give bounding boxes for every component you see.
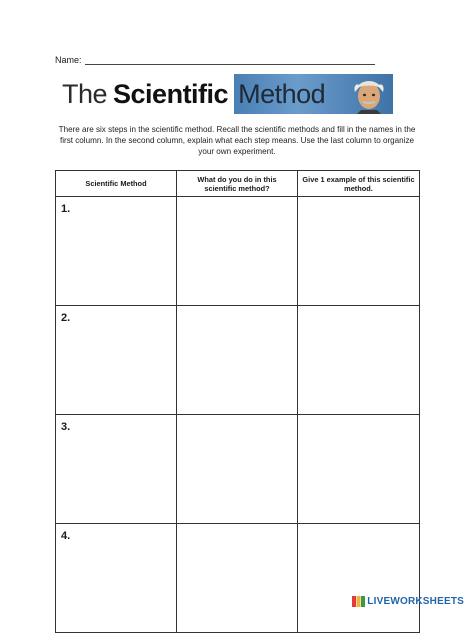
liveworksheets-logo-icon bbox=[352, 596, 365, 607]
instructions-text: There are six steps in the scientific method. Recall the scientific methods and fill in the names in the first column. In the second column, explain what each step means. Use the last column to organize your own experiment. bbox=[58, 125, 416, 156]
description-cell-3[interactable] bbox=[177, 415, 298, 524]
worksheet-table bbox=[55, 170, 420, 633]
table-row bbox=[56, 415, 420, 524]
name-row bbox=[55, 55, 375, 65]
step-number: 2. bbox=[61, 312, 71, 324]
example-cell-3[interactable] bbox=[298, 415, 420, 524]
name-field[interactable] bbox=[85, 55, 375, 65]
title-word-method: Method bbox=[238, 78, 326, 109]
table-header-row bbox=[56, 171, 420, 197]
column-header-example: Give 1 example of this scientific method. bbox=[298, 171, 420, 197]
step-cell-3[interactable] bbox=[56, 415, 177, 524]
footer-brand-text: LIVEWORKSHEETS bbox=[367, 596, 464, 607]
title-method-panel bbox=[234, 74, 393, 114]
step-number: 1. bbox=[61, 203, 71, 215]
example-cell-2[interactable] bbox=[298, 306, 420, 415]
title-word-the: The bbox=[62, 78, 108, 109]
step-number: 4. bbox=[61, 530, 71, 542]
step-cell-4[interactable] bbox=[56, 524, 177, 633]
description-cell-4[interactable] bbox=[177, 524, 298, 633]
step-number: 3. bbox=[61, 421, 71, 433]
name-label: Name: bbox=[55, 55, 82, 65]
column-header-method: Scientific Method bbox=[56, 171, 177, 197]
example-cell-4[interactable] bbox=[298, 524, 420, 633]
description-cell-1[interactable] bbox=[177, 197, 298, 306]
footer-brand bbox=[352, 596, 464, 607]
table-row bbox=[56, 197, 420, 306]
column-header-description: What do you do in this scientific method? bbox=[177, 171, 298, 197]
description-cell-2[interactable] bbox=[177, 306, 298, 415]
step-cell-1[interactable] bbox=[56, 197, 177, 306]
scientist-portrait-icon bbox=[351, 76, 387, 114]
title-word-scientific: Scientific bbox=[113, 78, 229, 109]
table-row bbox=[56, 524, 420, 633]
table-row bbox=[56, 306, 420, 415]
title-banner bbox=[62, 74, 412, 114]
step-cell-2[interactable] bbox=[56, 306, 177, 415]
example-cell-1[interactable] bbox=[298, 197, 420, 306]
